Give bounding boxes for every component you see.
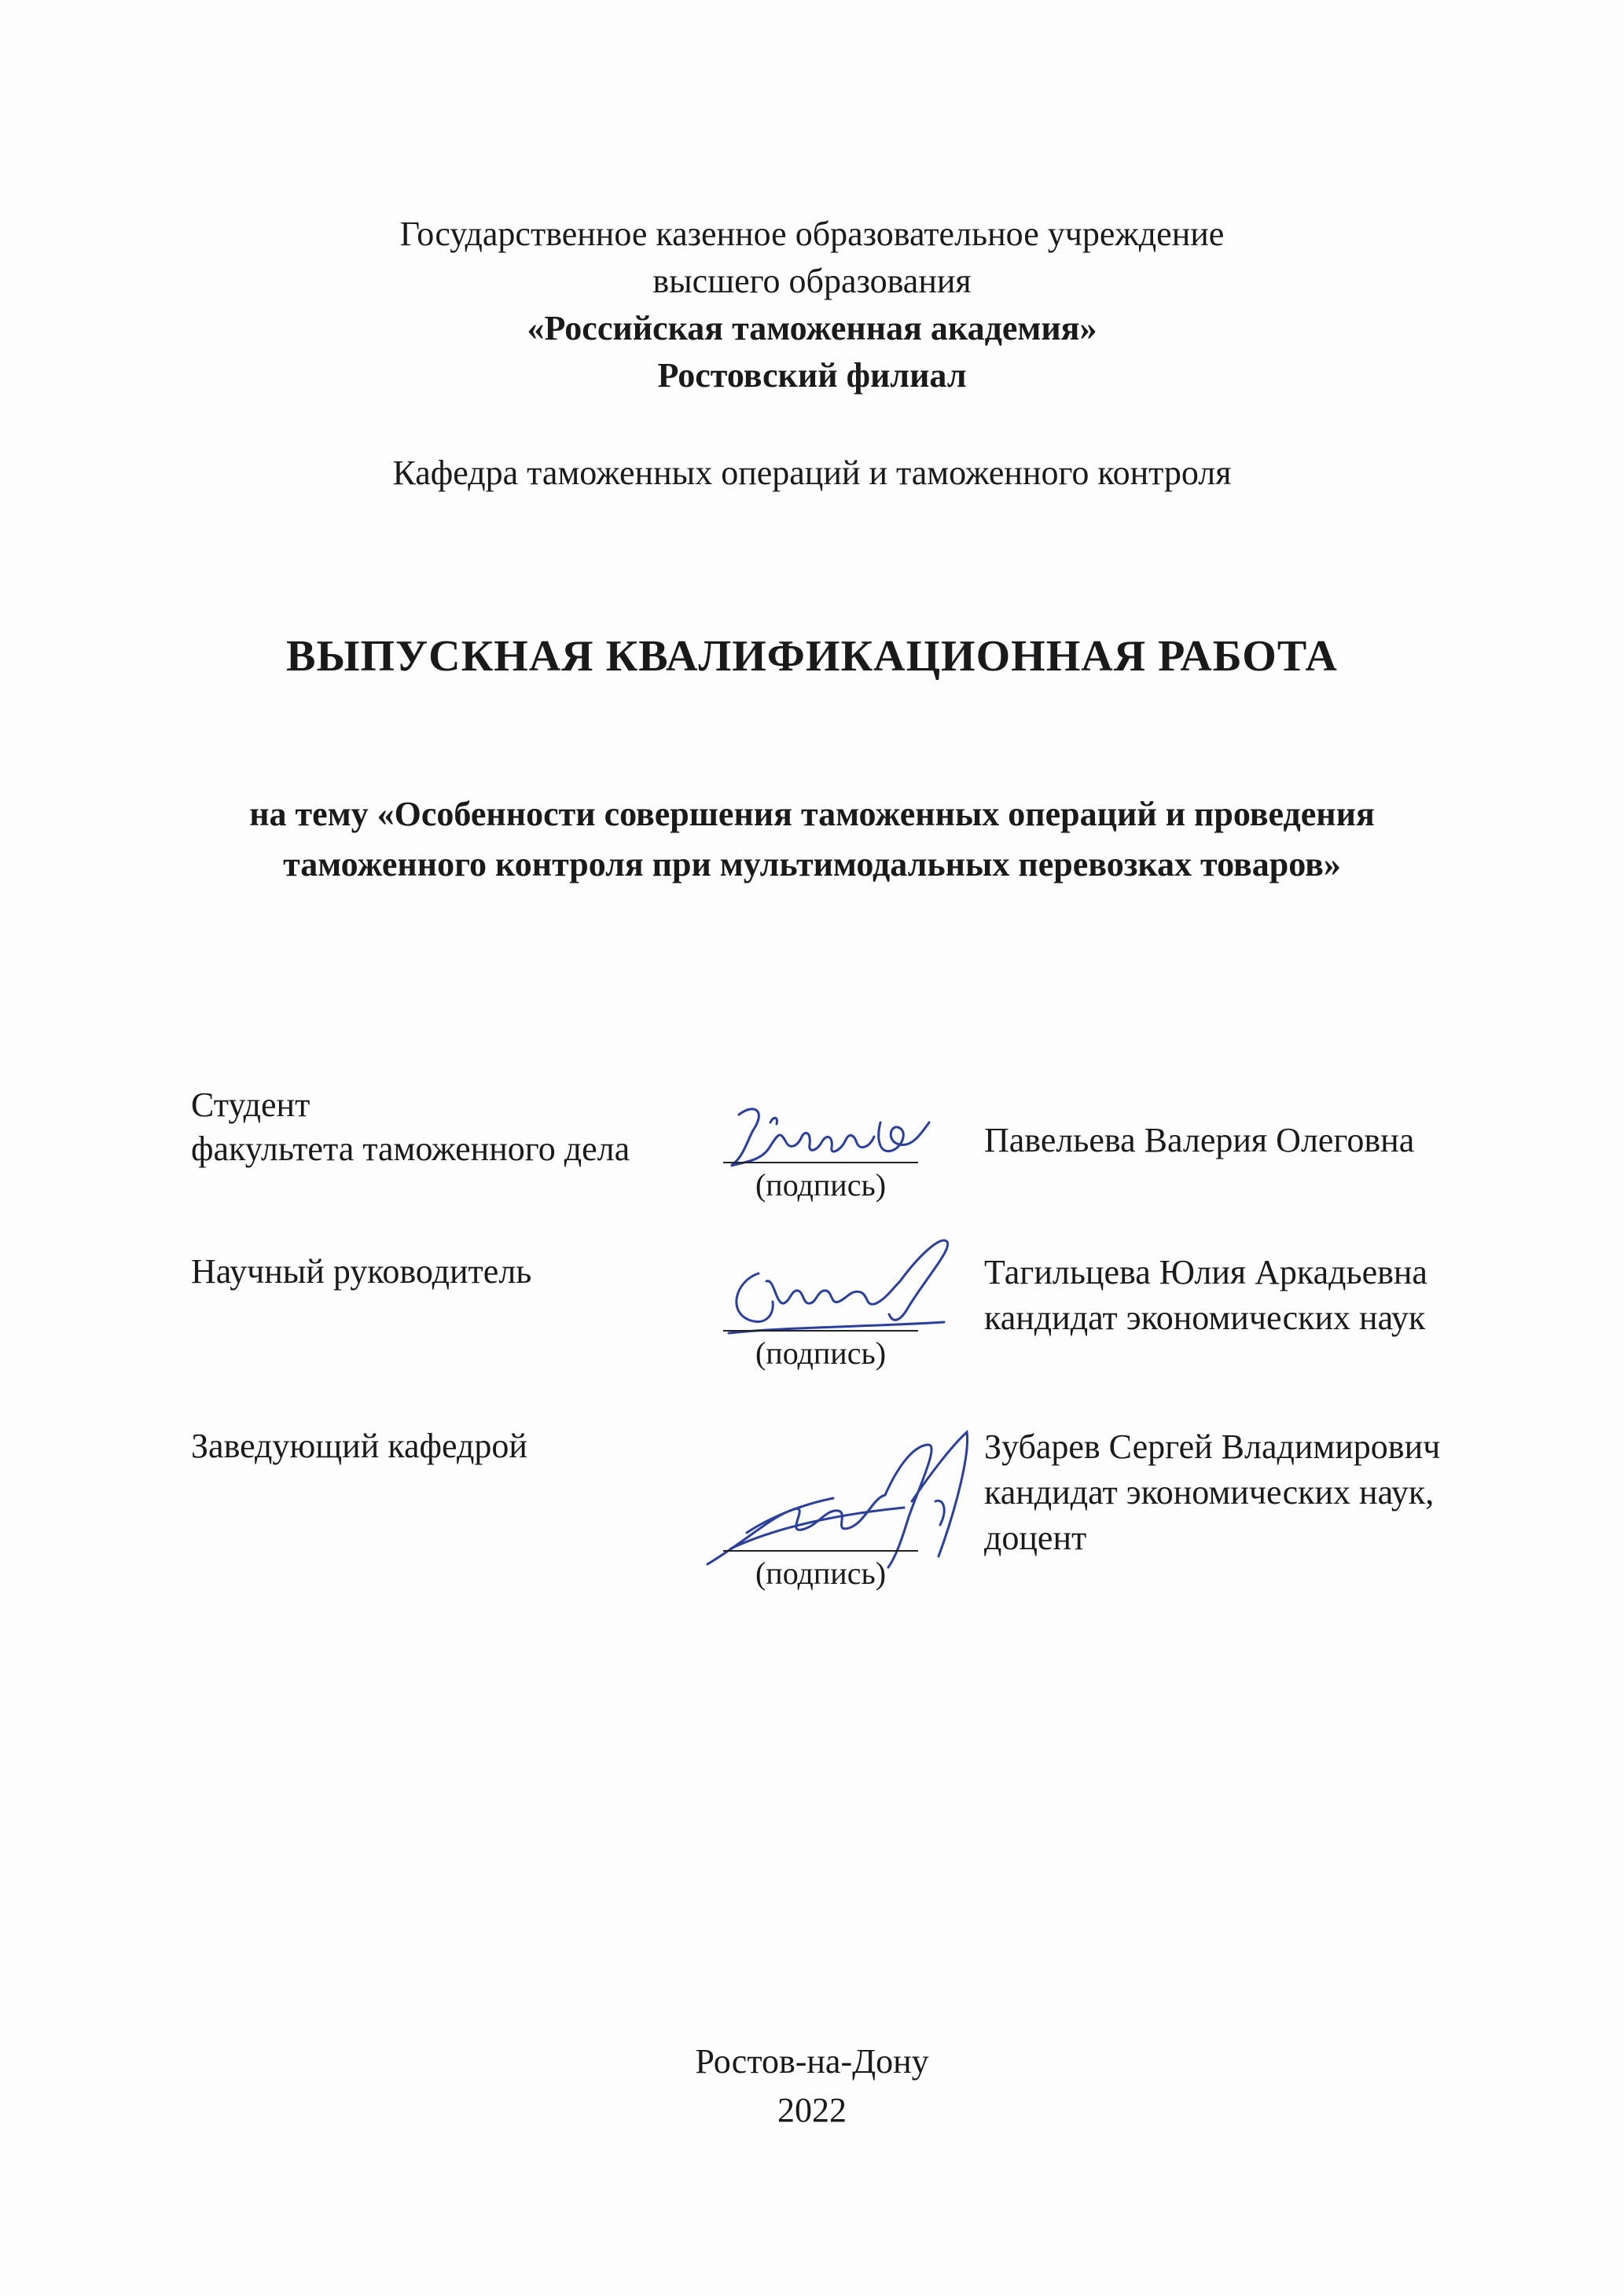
thesis-theme (0, 789, 1624, 890)
signature-caption: (подпись) (755, 1335, 887, 1371)
institution-name: «Российская таможенная академия» (527, 309, 1097, 347)
student-name: Павельева Валерия Олеговна (984, 1121, 1415, 1159)
supervisor-signature-image (711, 1226, 971, 1344)
city: Ростов-на-Дону (695, 2042, 929, 2081)
theme-line-2: таможенного контроля при мультимодальных перевозках товаров» (283, 845, 1341, 884)
institution-type: Государственное казенное образовательное учреждение (399, 215, 1225, 253)
head-rank: доцент (984, 1519, 1087, 1557)
role-label (191, 1250, 531, 1294)
department-name: Кафедра таможенных операций и таможенного контроля (392, 454, 1232, 492)
signature-line (723, 1550, 918, 1552)
supervisor-name: Тагильцева Юлия Аркадьевна (984, 1253, 1427, 1291)
role-line-1: Студент (191, 1086, 310, 1124)
signature-line (723, 1330, 918, 1332)
signature-caption: (подпись) (755, 1556, 887, 1591)
signature-row-supervisor (0, 1250, 1624, 1423)
supervisor-info (984, 1250, 1427, 1341)
theme-line-1: на тему «Особенности совершения таможенных операций и проведения (249, 795, 1375, 833)
document-footer (0, 2037, 1624, 2135)
role-line-1: Научный руководитель (191, 1252, 532, 1291)
role-label (191, 1424, 527, 1468)
department-block (0, 450, 1624, 497)
role-line-2: факультета таможенного дела (191, 1130, 630, 1168)
role-label (191, 1083, 630, 1171)
signature-row-head (0, 1424, 1624, 1597)
document-title: ВЫПУСКНАЯ КВАЛИФИКАЦИОННАЯ РАБОТА (286, 632, 1338, 681)
institution-header (0, 211, 1624, 399)
signature-caption: (подпись) (755, 1167, 887, 1203)
head-info (984, 1424, 1440, 1561)
head-degree: кандидат экономических наук, (984, 1473, 1435, 1512)
institution-level: высшего образования (652, 262, 972, 300)
year: 2022 (777, 2091, 847, 2129)
institution-branch: Ростовский филиал (657, 356, 967, 395)
signature-line (723, 1162, 918, 1163)
role-line-1: Заведующий кафедрой (191, 1427, 527, 1465)
supervisor-degree: кандидат экономических наук (984, 1299, 1426, 1337)
head-name: Зубарев Сергей Владимирович (984, 1427, 1441, 1466)
